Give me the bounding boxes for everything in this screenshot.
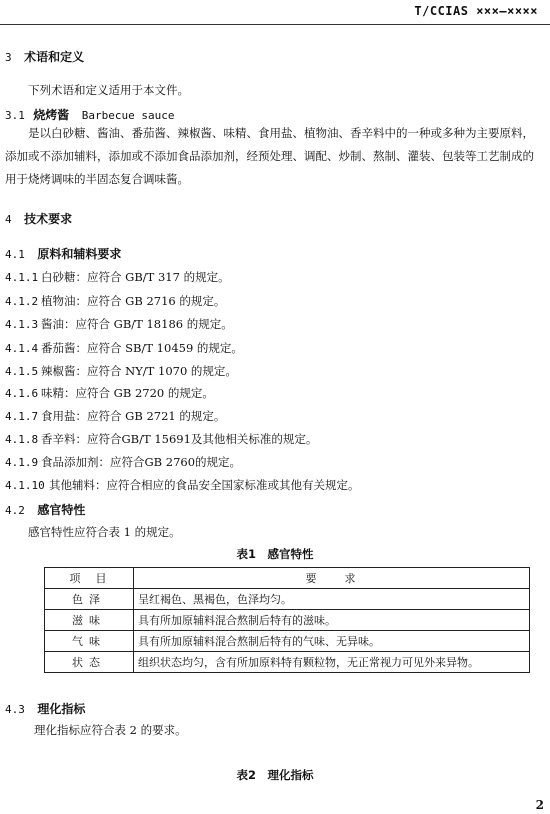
list-item: 4.1.6 味精：应符合 GB 2720 的规定。 [5, 386, 214, 400]
list-item: 4.1.2 植物油：应符合 GB 2716 的规定。 [5, 294, 226, 308]
list-item: 4.1.3 酱油：应符合 GB/T 18186 的规定。 [5, 317, 233, 331]
section-4-heading [5, 210, 72, 227]
document-number-header: T/CCIAS ×××—×××× [414, 4, 538, 18]
list-item: 4.1.1 白砂糖：应符合 GB/T 317 的规定。 [5, 270, 230, 284]
section-4-1-number: 4.1 [5, 248, 25, 261]
table-row: 气味 具有所加原辅料混合熬制后特有的气味、无异味。 [45, 631, 530, 652]
list-item: 4.1.7 食用盐：应符合 GB 2721 的规定。 [5, 409, 226, 423]
section-4-3-intro: 理化指标应符合表 2 的要求。 [34, 723, 187, 737]
list-item: 4.1.8 香辛料：应符合GB/T 15691及其他相关标准的规定。 [5, 432, 318, 446]
table-1-caption: 表1 感官特性 [236, 547, 314, 561]
section-4-2-number: 4.2 [5, 504, 25, 517]
section-4-3-number: 4.3 [5, 703, 25, 716]
section-3-1-heading [5, 106, 175, 123]
section-3-heading [5, 48, 84, 65]
section-4-title: 技术要求 [24, 212, 73, 226]
list-item: 4.1.10 其他辅料：应符合相应的食品安全国家标准或其他有关规定。 [5, 478, 360, 492]
term-english: Barbecue sauce [81, 109, 175, 122]
section-3-1-number: 3.1 [5, 109, 25, 122]
table-header-item: 项 目 [45, 568, 134, 589]
sensory-table [44, 567, 530, 673]
term-name: 烧烤酱 [33, 108, 70, 122]
section-4-2-title: 感官特性 [37, 503, 86, 517]
section-4-3-heading [5, 700, 85, 717]
header-rule [0, 24, 550, 25]
table-row: 状态 组织状态均匀，含有所加原料特有颗粒物，无正常视力可见外来异物。 [45, 652, 530, 673]
list-item: 4.1.5 辣椒酱：应符合 NY/T 1070 的规定。 [5, 364, 237, 378]
section-3-number: 3 [5, 51, 12, 64]
term-definition: 是以白砂糖、酱油、番茄酱、辣椒酱、味精、食用盐、植物油、香辛料中的一种或多种为主要原料，添加或不添加辅料，添加或不添加食品添加剂，经预处理、调配、炒制、熬制、灌装、包装等工艺制成的用于烧烤调味的半固态复合调味酱。 [5, 126, 534, 186]
section-4-1-title: 原料和辅料要求 [37, 247, 122, 261]
table-row: 色泽 呈红褐色、黑褐色，色泽均匀。 [45, 589, 530, 610]
list-item: 4.1.9 食品添加剂：应符合GB 2760的规定。 [5, 455, 242, 469]
table-header-requirement: 要 求 [134, 568, 530, 589]
table-header-row [45, 568, 530, 589]
section-4-2-heading [5, 501, 85, 518]
section-4-2-intro: 感官特性应符合表 1 的规定。 [28, 525, 181, 539]
section-4-3-title: 理化指标 [37, 702, 86, 716]
list-item: 4.1.4 番茄酱：应符合 SB/T 10459 的规定。 [5, 341, 243, 355]
section-4-1-heading [5, 245, 121, 262]
section-4-number: 4 [5, 213, 12, 226]
table-2-caption: 表2 理化指标 [236, 768, 314, 782]
section-3-title: 术语和定义 [24, 50, 85, 64]
table-row: 滋味 具有所加原辅料混合熬制后特有的滋味。 [45, 610, 530, 631]
page-number: 2 [535, 798, 544, 812]
section-3-intro: 下列术语和定义适用于本文件。 [28, 83, 189, 97]
